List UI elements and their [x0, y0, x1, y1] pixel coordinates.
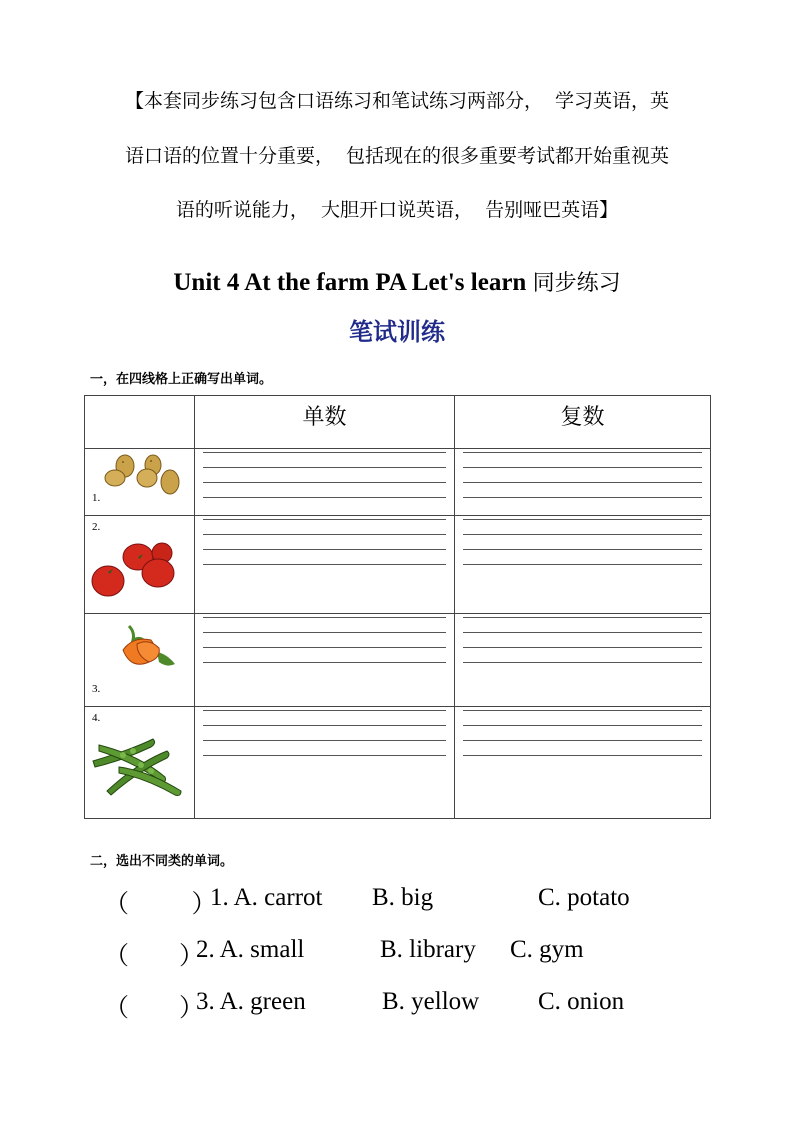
table-header-row	[85, 396, 711, 449]
four-line-grid	[463, 452, 702, 498]
title-chinese: 同步练习	[532, 271, 621, 296]
table-header-empty	[85, 396, 195, 449]
intro-line-2: 语口语的位置十分重要， 包括现在的很多重要考试都开始重视英	[124, 145, 670, 167]
plural-writing-cell-3[interactable]	[455, 614, 711, 707]
table-row	[85, 707, 711, 819]
table-row	[85, 516, 711, 614]
four-line-grid	[203, 710, 446, 756]
question-1-option-a: 1. A. carrot	[210, 884, 323, 911]
answer-blank-2[interactable]: （ ）	[104, 943, 205, 970]
table-row	[85, 614, 711, 707]
word-table	[84, 395, 711, 819]
column-header-plural: 复数	[455, 396, 711, 449]
tomato-icon	[90, 541, 180, 603]
singular-writing-cell-2[interactable]	[195, 516, 455, 614]
page-title	[0, 266, 794, 297]
section-1-heading: 一，在四线格上正确写出单词。	[90, 372, 273, 387]
table-row	[85, 449, 711, 516]
four-line-grid	[463, 617, 702, 663]
intro-line-3: 语的听说能力， 大胆开口说英语， 告别哑巴英语】	[175, 199, 619, 221]
four-line-grid	[203, 617, 446, 663]
page-subtitle: 笔试训练	[349, 318, 445, 346]
picture-cell-1	[85, 449, 195, 516]
row-number-4: 4.	[92, 712, 101, 724]
four-line-grid	[463, 519, 702, 565]
question-3-option-c: C. onion	[538, 988, 625, 1015]
row-number-3: 3.	[92, 683, 101, 695]
row-number-1: 1.	[92, 492, 101, 504]
four-line-grid	[463, 710, 702, 756]
question-2-option-b: B. library	[380, 936, 476, 963]
four-line-grid	[203, 519, 446, 565]
picture-cell-4	[85, 707, 195, 819]
four-line-grid	[203, 452, 446, 498]
picture-cell-2	[85, 516, 195, 614]
picture-cell-3	[85, 614, 195, 707]
question-3-option-b: B. yellow	[382, 988, 480, 1015]
question-1-option-c: C. potato	[538, 884, 630, 911]
question-3	[104, 988, 625, 1128]
plural-writing-cell-1[interactable]	[455, 449, 711, 516]
question-2-option-a: 2. A. small	[196, 936, 305, 963]
question-3-option-a: 3. A. green	[196, 988, 306, 1015]
carrot-icon	[117, 622, 179, 677]
question-2-option-c: C. gym	[510, 936, 584, 963]
green-beans-icon	[89, 733, 189, 801]
plural-writing-cell-2[interactable]	[455, 516, 711, 614]
column-header-singular: 单数	[195, 396, 455, 449]
potato-icon	[103, 452, 183, 498]
intro-line-1: 【本套同步练习包含口语练习和笔试练习两部分， 学习英语，英	[124, 90, 670, 112]
singular-writing-cell-4[interactable]	[195, 707, 455, 819]
row-number-2: 2.	[92, 521, 101, 533]
answer-blank-3[interactable]: （ ）	[104, 995, 205, 1022]
singular-writing-cell-1[interactable]	[195, 449, 455, 516]
answer-blank-1[interactable]: （ ）	[104, 891, 217, 918]
question-1-option-b: B. big	[372, 884, 434, 911]
section-2-heading: 二，选出不同类的单词。	[90, 854, 234, 869]
plural-writing-cell-4[interactable]	[455, 707, 711, 819]
title-english: Unit 4 At the farm PA Let's learn	[173, 269, 533, 296]
singular-writing-cell-3[interactable]	[195, 614, 455, 707]
